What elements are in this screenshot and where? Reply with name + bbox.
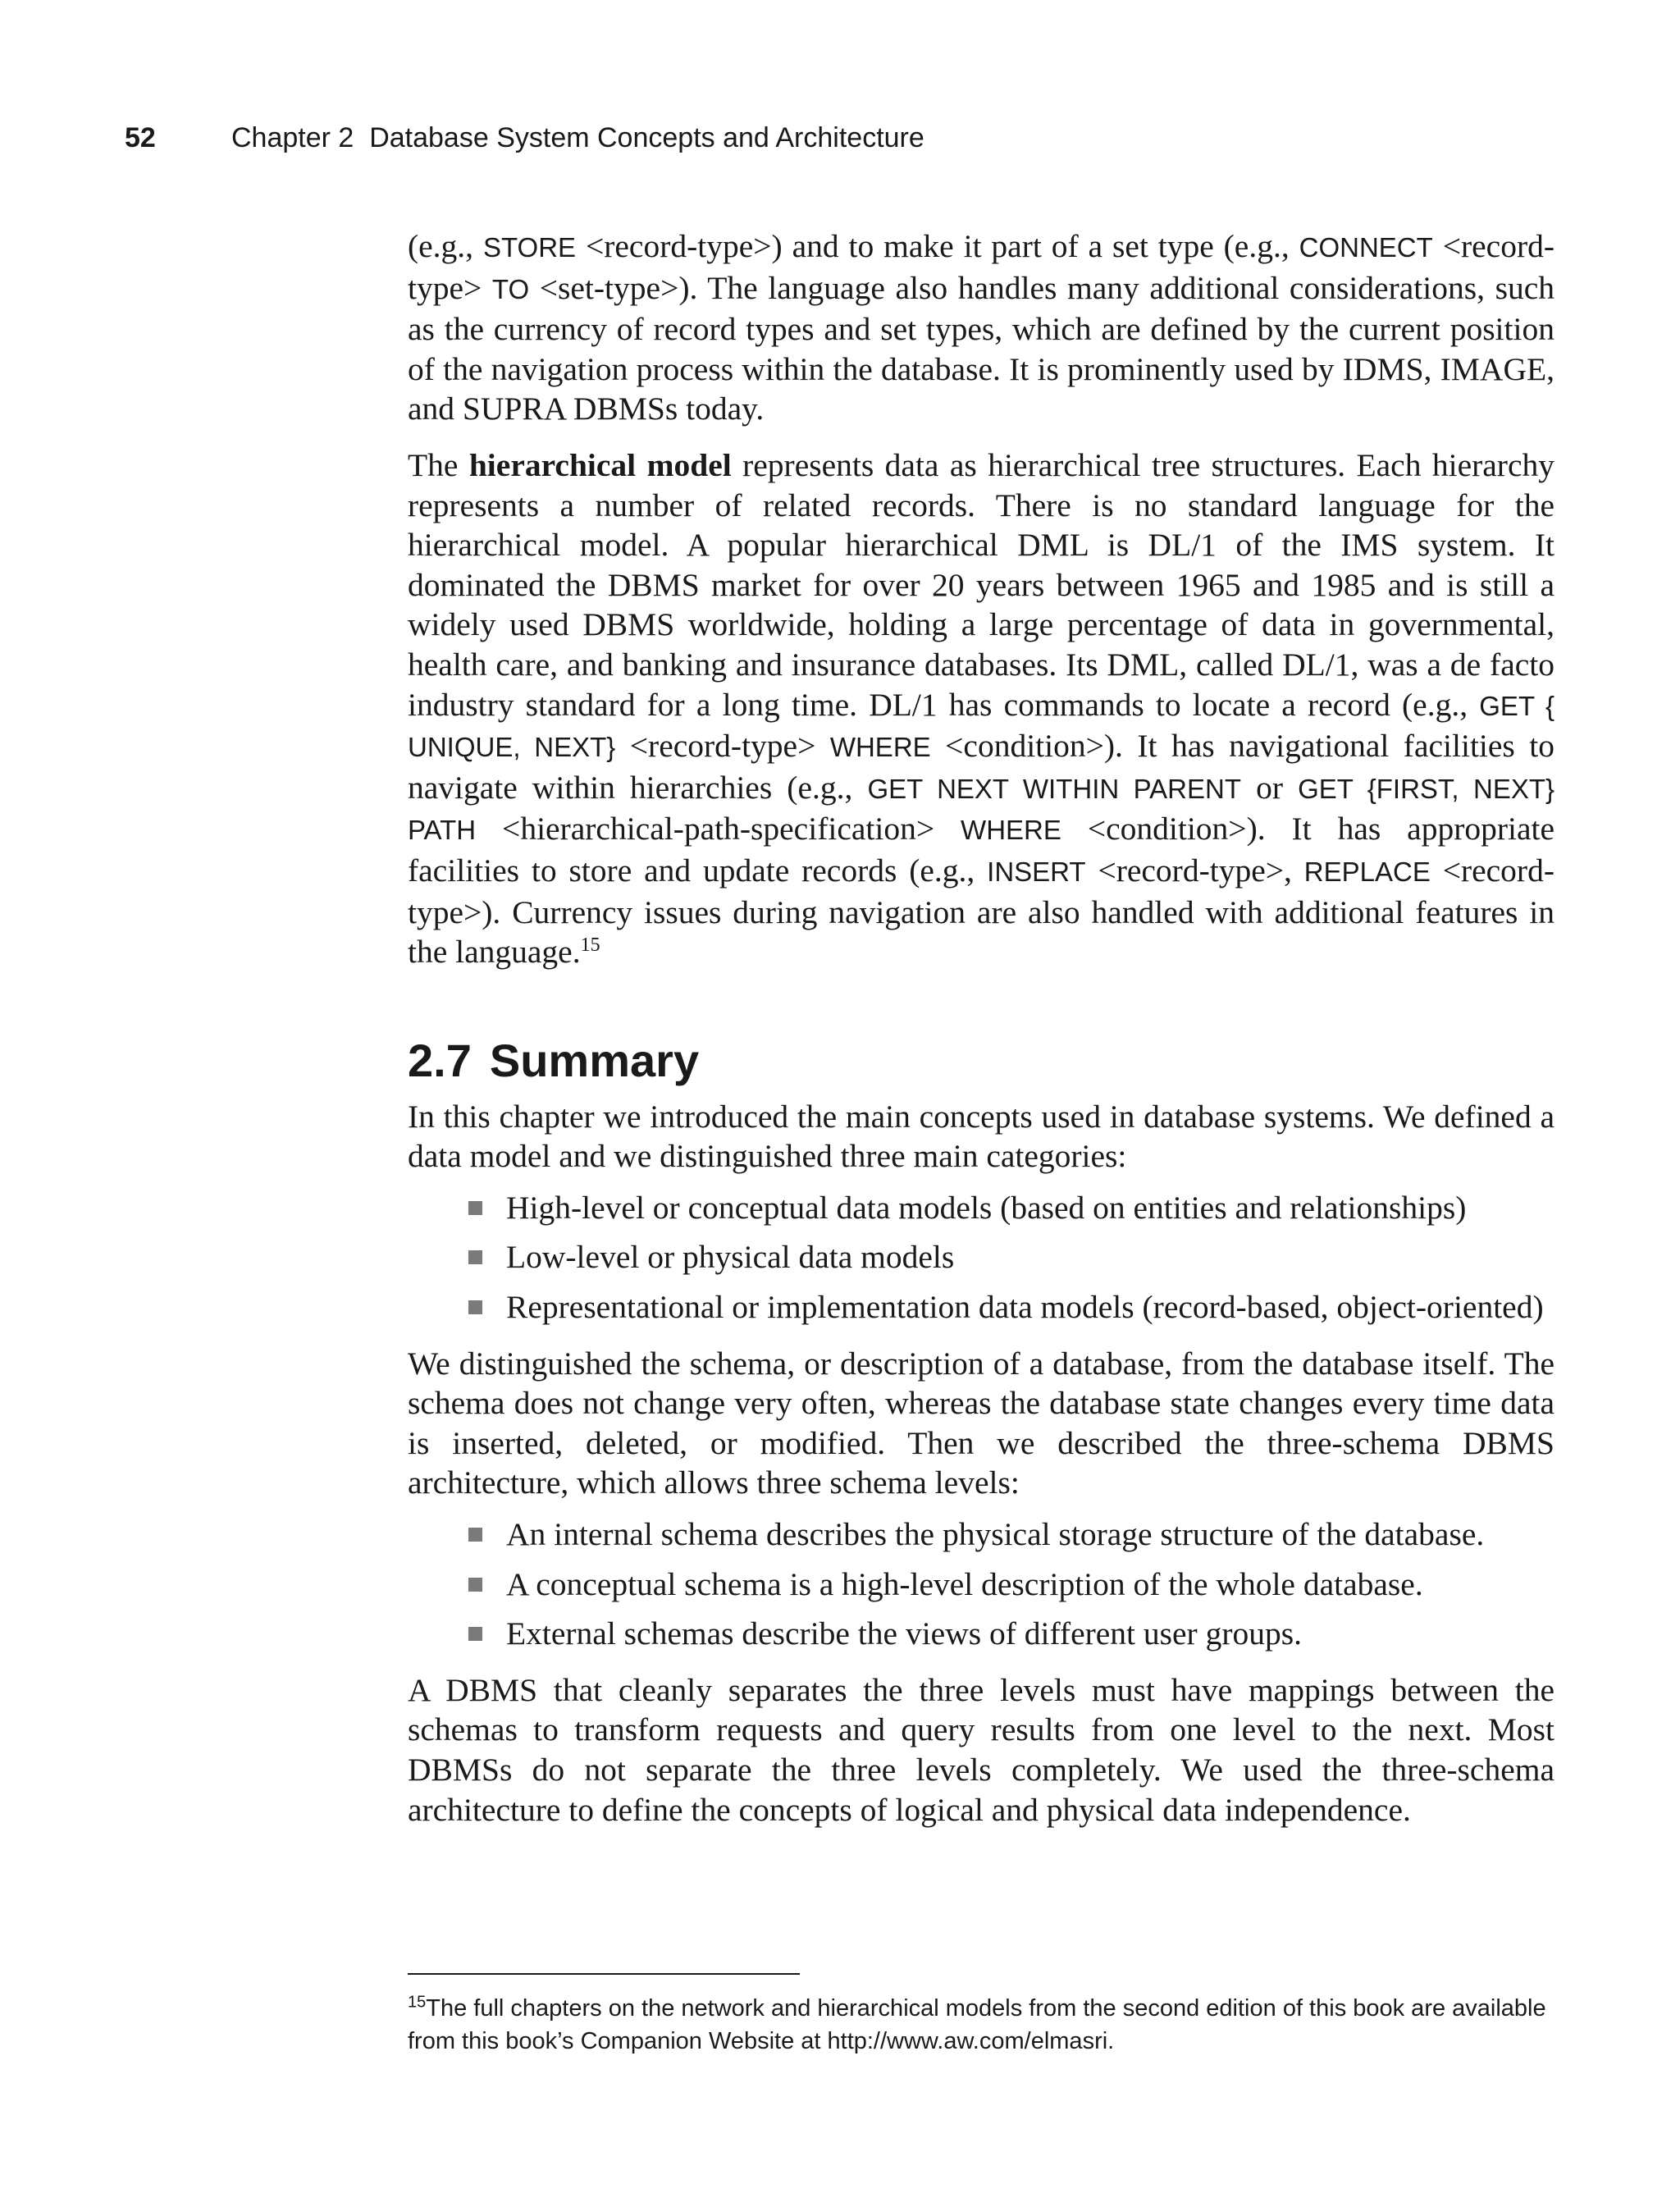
footnote-mark: 15	[408, 1993, 427, 2012]
list-item	[506, 1237, 1554, 1277]
paragraph-schema: We distinguished the schema, or description of a database, from the database itself. The schema does not change very often, whereas the database state changes every time data is inserted, deleted, or modified. Then we described the three-schema DBMS architecture, which allows three schema levels:	[408, 1345, 1554, 1501]
list-item-text: An internal schema describes the physical storage structure of the database.	[506, 1516, 1485, 1553]
paragraph-hierarchical-model	[408, 445, 1554, 972]
section-number: 2.7	[408, 1034, 472, 1086]
footnote-divider	[408, 1973, 800, 1975]
section-title: Summary	[489, 1034, 700, 1086]
list-item-text: Low-level or physical data models	[506, 1239, 955, 1276]
text-run: <record-type>,	[1085, 852, 1304, 889]
bullet-list-schema-levels	[408, 1514, 1554, 1654]
text-run: <record-type>	[615, 728, 830, 765]
bullet-list-data-models	[408, 1188, 1554, 1327]
text-run: or	[1241, 769, 1299, 806]
code-keyword: GET {FIRST, NEXT} PATH	[408, 773, 1555, 846]
footnote-text: The full chapters on the network and hierarchical models from the second edition of this book are available from this book’s Companion Website at http://www.aw.com/elmasri.	[408, 1995, 1546, 2054]
running-head	[125, 121, 924, 154]
code-keyword: WHERE	[961, 815, 1061, 846]
paragraph-summary-intro: In this chapter we introduced the main concepts used in database systems. We defined a data model and we distinguished three main categories:	[408, 1098, 1554, 1175]
list-item	[506, 1565, 1554, 1605]
square-bullet-icon	[468, 1300, 482, 1314]
list-item	[506, 1188, 1554, 1228]
text-run: (e.g.,	[408, 228, 483, 264]
list-item-text: A conceptual schema is a high-level description of the whole database.	[506, 1565, 1423, 1602]
text-run: <record-type>	[408, 228, 1554, 306]
text-run: <condition>). It has appropriate facilities to store and update records (e.g.,	[408, 811, 1555, 889]
code-keyword: REPLACE	[1303, 856, 1431, 887]
code-keyword: GET { UNIQUE, NEXT}	[408, 690, 1554, 763]
list-item	[506, 1287, 1554, 1327]
bold-term: hierarchical model	[468, 446, 732, 483]
list-item	[506, 1514, 1554, 1555]
code-keyword: TO	[491, 273, 530, 304]
list-item	[506, 1614, 1554, 1654]
code-keyword: CONNECT	[1299, 232, 1433, 263]
text-run: <hierarchical-path-specification>	[476, 811, 961, 847]
list-item-text: Representational or implementation data models (record-based, object-oriented)	[506, 1289, 1544, 1326]
text-run: The	[408, 446, 469, 483]
body-text	[408, 226, 1554, 1830]
code-keyword: INSERT	[987, 856, 1086, 887]
code-keyword: WHERE	[829, 732, 931, 763]
text-run: <condition>). It has navigational facilities to navigate within hierarchies (e.g.,	[408, 728, 1554, 806]
square-bullet-icon	[468, 1578, 482, 1592]
paragraph-mappings: A DBMS that cleanly separates the three levels must have mappings between the schemas to transform requests and query results from one level to the next. Most DBMSs do not separate the three levels completely. We used the three-schema architecture to define the concepts of logical and physical data independence.	[408, 1671, 1554, 1828]
square-bullet-icon	[468, 1627, 482, 1641]
code-keyword: GET NEXT WITHIN PARENT	[867, 773, 1241, 804]
page-number: 52	[125, 122, 156, 153]
paragraph-network-dml	[408, 226, 1554, 429]
footnote	[408, 1992, 1554, 2058]
square-bullet-icon	[468, 1201, 482, 1215]
text-run: <record-type>) and to make it part of a set type (e.g.,	[576, 228, 1299, 264]
code-keyword: STORE	[482, 232, 577, 263]
text-run: <set-type>). The language also handles many additional considerations, such as the currency of record types and set types, which are defined by the current position of the navigation process within the database. It is prominently used by IDMS, IMAGE, and SUPRA DBMSs today.	[408, 269, 1554, 427]
section-heading	[408, 1035, 1554, 1087]
footnote-reference[interactable]: 15	[580, 934, 600, 956]
list-item-text: External schemas describe the views of different user groups.	[506, 1615, 1302, 1652]
list-item-text: High-level or conceptual data models (based on entities and relationships)	[506, 1189, 1467, 1226]
text-run: <record-type>). Currency issues during navigation are also handled with additional features in the language.	[408, 852, 1554, 971]
running-title: Chapter 2 Database System Concepts and Architecture	[231, 122, 924, 153]
square-bullet-icon	[468, 1250, 482, 1264]
text-run: represents data as hierarchical tree structures. Each hierarchy represents a number of related records. There is no standard language for the hierarchical model. A popular hierarchical DML is DL/1 of the IMS system. It dominated the DBMS market for over 20 years between 1965 and 1985 and is still a widely used DBMS worldwide, holding a large percentage of data in governmental, health care, and banking and insurance databases. Its DML, called DL/1, was a de facto industry standard for a long time. DL/1 has commands to locate a record (e.g.,	[408, 446, 1554, 723]
square-bullet-icon	[468, 1528, 482, 1542]
